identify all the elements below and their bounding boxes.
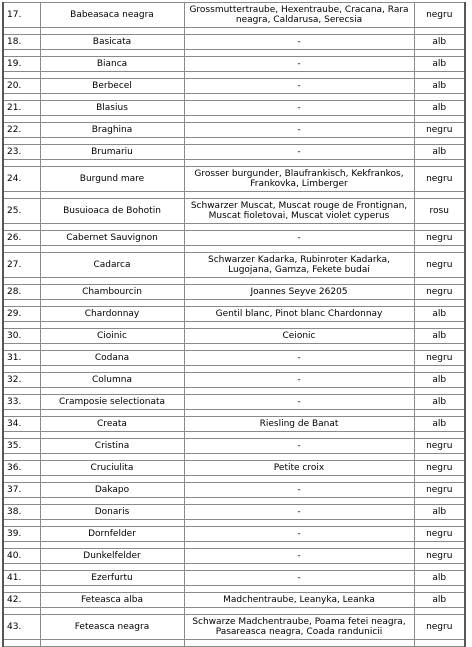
separator-cell xyxy=(184,520,414,527)
table-row xyxy=(3,101,465,116)
separator-cell xyxy=(184,344,414,351)
separator-cell xyxy=(184,116,414,123)
separator-cell xyxy=(3,542,40,549)
row-number-cell: 25. xyxy=(3,199,40,224)
variety-name-cell: Feteasca neagra xyxy=(40,615,184,640)
row-number-cell: 36. xyxy=(3,461,40,476)
synonyms-cell: Ceionic xyxy=(184,329,414,344)
variety-name-cell: Dornfelder xyxy=(40,527,184,542)
table-row xyxy=(3,285,465,300)
grape-color-cell: negru xyxy=(414,439,465,454)
grape-variety-document xyxy=(2,2,464,647)
synonyms-cell: - xyxy=(184,483,414,498)
grape-color-cell: negru xyxy=(414,527,465,542)
separator-cell xyxy=(414,192,465,199)
separator-cell xyxy=(414,454,465,461)
separator-cell xyxy=(40,50,184,57)
row-separator xyxy=(3,246,465,253)
separator-cell xyxy=(40,224,184,231)
separator-cell xyxy=(184,322,414,329)
separator-cell xyxy=(40,640,184,647)
table-row xyxy=(3,167,465,192)
grape-color-cell: alb xyxy=(414,505,465,520)
separator-cell xyxy=(184,192,414,199)
row-separator xyxy=(3,542,465,549)
separator-cell xyxy=(414,116,465,123)
table-row xyxy=(3,351,465,366)
variety-name-cell: Columna xyxy=(40,373,184,388)
separator-cell xyxy=(40,160,184,167)
separator-cell xyxy=(40,388,184,395)
separator-cell xyxy=(414,608,465,615)
table-row xyxy=(3,395,465,410)
separator-cell xyxy=(414,322,465,329)
table-row xyxy=(3,231,465,246)
row-separator xyxy=(3,138,465,145)
separator-cell xyxy=(184,300,414,307)
row-number-cell: 37. xyxy=(3,483,40,498)
grape-color-cell: alb xyxy=(414,145,465,160)
synonyms-cell: - xyxy=(184,373,414,388)
synonyms-cell: - xyxy=(184,145,414,160)
separator-cell xyxy=(3,50,40,57)
separator-cell xyxy=(184,410,414,417)
grape-color-cell: negru xyxy=(414,231,465,246)
row-number-cell: 39. xyxy=(3,527,40,542)
table-row xyxy=(3,571,465,586)
grape-color-cell: negru xyxy=(414,461,465,476)
row-separator xyxy=(3,300,465,307)
synonyms-cell: - xyxy=(184,395,414,410)
separator-cell xyxy=(40,608,184,615)
row-number-cell: 22. xyxy=(3,123,40,138)
separator-cell xyxy=(40,300,184,307)
separator-cell xyxy=(414,344,465,351)
row-separator xyxy=(3,192,465,199)
separator-cell xyxy=(184,72,414,79)
separator-cell xyxy=(184,586,414,593)
variety-name-cell: Chambourcin xyxy=(40,285,184,300)
separator-cell xyxy=(414,476,465,483)
row-separator xyxy=(3,160,465,167)
row-number-cell: 41. xyxy=(3,571,40,586)
separator-cell xyxy=(3,564,40,571)
variety-name-cell: Busuioaca de Bohotin xyxy=(40,199,184,224)
separator-cell xyxy=(414,94,465,101)
synonyms-cell: Grossmuttertraube, Hexentraube, Cracana, Rara neagra, Caldarusa, Serecsia xyxy=(184,3,414,28)
variety-name-cell: Cabernet Sauvignon xyxy=(40,231,184,246)
table-row xyxy=(3,373,465,388)
row-number-cell: 43. xyxy=(3,615,40,640)
synonyms-cell: Madchentraube, Leanyka, Leanka xyxy=(184,593,414,608)
separator-cell xyxy=(184,50,414,57)
separator-cell xyxy=(40,72,184,79)
separator-cell xyxy=(3,94,40,101)
table-row xyxy=(3,549,465,564)
synonyms-cell: - xyxy=(184,439,414,454)
grape-variety-table xyxy=(2,2,466,647)
separator-cell xyxy=(3,300,40,307)
row-separator xyxy=(3,388,465,395)
row-separator xyxy=(3,72,465,79)
row-number-cell: 31. xyxy=(3,351,40,366)
separator-cell xyxy=(3,640,40,647)
row-number-cell: 19. xyxy=(3,57,40,72)
separator-cell xyxy=(184,498,414,505)
table-row xyxy=(3,35,465,50)
variety-name-cell: Dunkelfelder xyxy=(40,549,184,564)
grape-color-cell: alb xyxy=(414,101,465,116)
variety-name-cell: Cadarca xyxy=(40,253,184,278)
variety-name-cell: Cramposie selectionata xyxy=(40,395,184,410)
separator-cell xyxy=(184,366,414,373)
variety-name-cell: Babeasaca neagra xyxy=(40,3,184,28)
synonyms-cell: - xyxy=(184,351,414,366)
separator-cell xyxy=(414,432,465,439)
separator-cell xyxy=(40,520,184,527)
row-number-cell: 17. xyxy=(3,3,40,28)
separator-cell xyxy=(3,138,40,145)
synonyms-cell: - xyxy=(184,35,414,50)
table-row xyxy=(3,145,465,160)
row-separator xyxy=(3,366,465,373)
separator-cell xyxy=(184,608,414,615)
separator-cell xyxy=(414,586,465,593)
grape-color-cell: alb xyxy=(414,57,465,72)
row-number-cell: 32. xyxy=(3,373,40,388)
table-row xyxy=(3,57,465,72)
variety-name-cell: Cristina xyxy=(40,439,184,454)
separator-cell xyxy=(3,224,40,231)
separator-cell xyxy=(184,454,414,461)
row-separator xyxy=(3,116,465,123)
separator-cell xyxy=(3,278,40,285)
row-separator xyxy=(3,476,465,483)
separator-cell xyxy=(414,278,465,285)
table-row xyxy=(3,461,465,476)
separator-cell xyxy=(184,138,414,145)
table-row xyxy=(3,253,465,278)
grape-color-cell: negru xyxy=(414,351,465,366)
separator-cell xyxy=(414,300,465,307)
grape-color-cell: negru xyxy=(414,123,465,138)
separator-cell xyxy=(184,160,414,167)
table-row xyxy=(3,505,465,520)
synonyms-cell: Joannes Seyve 26205 xyxy=(184,285,414,300)
separator-cell xyxy=(40,454,184,461)
separator-cell xyxy=(40,322,184,329)
separator-cell xyxy=(184,640,414,647)
separator-cell xyxy=(414,50,465,57)
variety-name-cell: Blasius xyxy=(40,101,184,116)
synonyms-cell: - xyxy=(184,57,414,72)
separator-cell xyxy=(3,366,40,373)
row-separator xyxy=(3,454,465,461)
row-separator xyxy=(3,50,465,57)
grape-color-cell: negru xyxy=(414,285,465,300)
variety-name-cell: Chardonnay xyxy=(40,307,184,322)
row-separator xyxy=(3,608,465,615)
separator-cell xyxy=(40,586,184,593)
separator-cell xyxy=(414,72,465,79)
grape-color-cell: alb xyxy=(414,307,465,322)
synonyms-cell: - xyxy=(184,549,414,564)
separator-cell xyxy=(414,224,465,231)
row-number-cell: 23. xyxy=(3,145,40,160)
variety-name-cell: Berbecel xyxy=(40,79,184,94)
table-row xyxy=(3,123,465,138)
synonyms-cell: Petite croix xyxy=(184,461,414,476)
row-number-cell: 26. xyxy=(3,231,40,246)
separator-cell xyxy=(414,520,465,527)
separator-cell xyxy=(40,366,184,373)
separator-cell xyxy=(184,224,414,231)
separator-cell xyxy=(40,192,184,199)
synonyms-cell: - xyxy=(184,101,414,116)
row-number-cell: 42. xyxy=(3,593,40,608)
separator-cell xyxy=(3,160,40,167)
separator-cell xyxy=(40,138,184,145)
separator-cell xyxy=(40,542,184,549)
grape-color-cell: negru xyxy=(414,3,465,28)
grape-color-cell: alb xyxy=(414,35,465,50)
separator-cell xyxy=(3,476,40,483)
separator-cell xyxy=(40,410,184,417)
separator-cell xyxy=(40,94,184,101)
synonyms-cell: - xyxy=(184,571,414,586)
separator-cell xyxy=(40,344,184,351)
row-number-cell: 28. xyxy=(3,285,40,300)
grape-color-cell: negru xyxy=(414,615,465,640)
separator-cell xyxy=(414,410,465,417)
variety-name-cell: Codana xyxy=(40,351,184,366)
separator-cell xyxy=(184,246,414,253)
separator-cell xyxy=(3,388,40,395)
table-row xyxy=(3,483,465,498)
row-separator xyxy=(3,322,465,329)
row-number-cell: 40. xyxy=(3,549,40,564)
separator-cell xyxy=(3,72,40,79)
separator-cell xyxy=(3,454,40,461)
synonyms-cell: Schwarzer Muscat, Muscat rouge de Frontignan, Muscat fioletovai, Muscat violet cyperus xyxy=(184,199,414,224)
separator-cell xyxy=(184,564,414,571)
separator-cell xyxy=(3,246,40,253)
variety-name-cell: Braghina xyxy=(40,123,184,138)
variety-name-cell: Cruciulita xyxy=(40,461,184,476)
separator-cell xyxy=(414,160,465,167)
row-separator xyxy=(3,564,465,571)
row-number-cell: 27. xyxy=(3,253,40,278)
grape-color-cell: alb xyxy=(414,395,465,410)
table-row xyxy=(3,199,465,224)
separator-cell xyxy=(3,608,40,615)
separator-cell xyxy=(414,138,465,145)
synonyms-cell: Schwarzer Kadarka, Rubinroter Kadarka, Lugojana, Gamza, Fekete budai xyxy=(184,253,414,278)
variety-name-cell: Basicata xyxy=(40,35,184,50)
separator-cell xyxy=(414,246,465,253)
variety-name-cell: Dakapo xyxy=(40,483,184,498)
separator-cell xyxy=(184,28,414,35)
grape-color-cell: alb xyxy=(414,571,465,586)
row-number-cell: 24. xyxy=(3,167,40,192)
separator-cell xyxy=(40,278,184,285)
separator-cell xyxy=(3,116,40,123)
table-row xyxy=(3,615,465,640)
table-row xyxy=(3,527,465,542)
synonyms-cell: Riesling de Banat xyxy=(184,417,414,432)
synonyms-cell: - xyxy=(184,231,414,246)
separator-cell xyxy=(414,542,465,549)
separator-cell xyxy=(414,498,465,505)
grape-color-cell: alb xyxy=(414,373,465,388)
synonyms-cell: - xyxy=(184,123,414,138)
separator-cell xyxy=(414,388,465,395)
table-row xyxy=(3,329,465,344)
row-number-cell: 20. xyxy=(3,79,40,94)
separator-cell xyxy=(414,366,465,373)
separator-cell xyxy=(414,28,465,35)
row-separator xyxy=(3,278,465,285)
table-row xyxy=(3,307,465,322)
row-separator xyxy=(3,432,465,439)
row-separator xyxy=(3,410,465,417)
row-separator xyxy=(3,344,465,351)
separator-cell xyxy=(40,28,184,35)
table-row xyxy=(3,3,465,28)
row-number-cell: 18. xyxy=(3,35,40,50)
grape-color-cell: negru xyxy=(414,549,465,564)
row-separator xyxy=(3,224,465,231)
table-row xyxy=(3,417,465,432)
row-number-cell: 33. xyxy=(3,395,40,410)
synonyms-cell: - xyxy=(184,79,414,94)
separator-cell xyxy=(184,476,414,483)
row-separator xyxy=(3,586,465,593)
row-number-cell: 29. xyxy=(3,307,40,322)
separator-cell xyxy=(414,640,465,647)
table-row xyxy=(3,593,465,608)
table-row xyxy=(3,439,465,454)
variety-name-cell: Creata xyxy=(40,417,184,432)
separator-cell xyxy=(414,564,465,571)
row-separator xyxy=(3,520,465,527)
grape-color-cell: rosu xyxy=(414,199,465,224)
table-row xyxy=(3,79,465,94)
row-number-cell: 21. xyxy=(3,101,40,116)
synonyms-cell: Grosser burgunder, Blaufrankisch, Kekfrankos, Frankovka, Limberger xyxy=(184,167,414,192)
variety-name-cell: Donaris xyxy=(40,505,184,520)
synonyms-cell: - xyxy=(184,505,414,520)
row-separator xyxy=(3,640,465,647)
row-separator xyxy=(3,94,465,101)
separator-cell xyxy=(184,388,414,395)
variety-name-cell: Brumariu xyxy=(40,145,184,160)
separator-cell xyxy=(3,28,40,35)
separator-cell xyxy=(40,564,184,571)
row-number-cell: 34. xyxy=(3,417,40,432)
variety-name-cell: Cioinic xyxy=(40,329,184,344)
separator-cell xyxy=(40,116,184,123)
separator-cell xyxy=(40,246,184,253)
row-number-cell: 30. xyxy=(3,329,40,344)
separator-cell xyxy=(184,94,414,101)
grape-color-cell: negru xyxy=(414,483,465,498)
separator-cell xyxy=(3,520,40,527)
grape-color-cell: alb xyxy=(414,417,465,432)
grape-color-cell: negru xyxy=(414,167,465,192)
separator-cell xyxy=(184,432,414,439)
synonyms-cell: Gentil blanc, Pinot blanc Chardonnay xyxy=(184,307,414,322)
grape-color-cell: alb xyxy=(414,79,465,94)
grape-color-cell: negru xyxy=(414,253,465,278)
variety-name-cell: Bianca xyxy=(40,57,184,72)
row-separator xyxy=(3,28,465,35)
separator-cell xyxy=(184,542,414,549)
table-body xyxy=(3,3,465,647)
grape-color-cell: alb xyxy=(414,329,465,344)
separator-cell xyxy=(40,432,184,439)
separator-cell xyxy=(3,322,40,329)
separator-cell xyxy=(3,192,40,199)
variety-name-cell: Burgund mare xyxy=(40,167,184,192)
separator-cell xyxy=(3,344,40,351)
separator-cell xyxy=(3,410,40,417)
synonyms-cell: - xyxy=(184,527,414,542)
row-number-cell: 38. xyxy=(3,505,40,520)
row-separator xyxy=(3,498,465,505)
separator-cell xyxy=(184,278,414,285)
grape-color-cell: alb xyxy=(414,593,465,608)
separator-cell xyxy=(3,586,40,593)
separator-cell xyxy=(40,498,184,505)
separator-cell xyxy=(3,432,40,439)
separator-cell xyxy=(3,498,40,505)
synonyms-cell: Schwarze Madchentraube, Poama fetei neagra, Pasareasca neagra, Coada randunicii xyxy=(184,615,414,640)
separator-cell xyxy=(40,476,184,483)
row-number-cell: 35. xyxy=(3,439,40,454)
variety-name-cell: Ezerfurtu xyxy=(40,571,184,586)
variety-name-cell: Feteasca alba xyxy=(40,593,184,608)
